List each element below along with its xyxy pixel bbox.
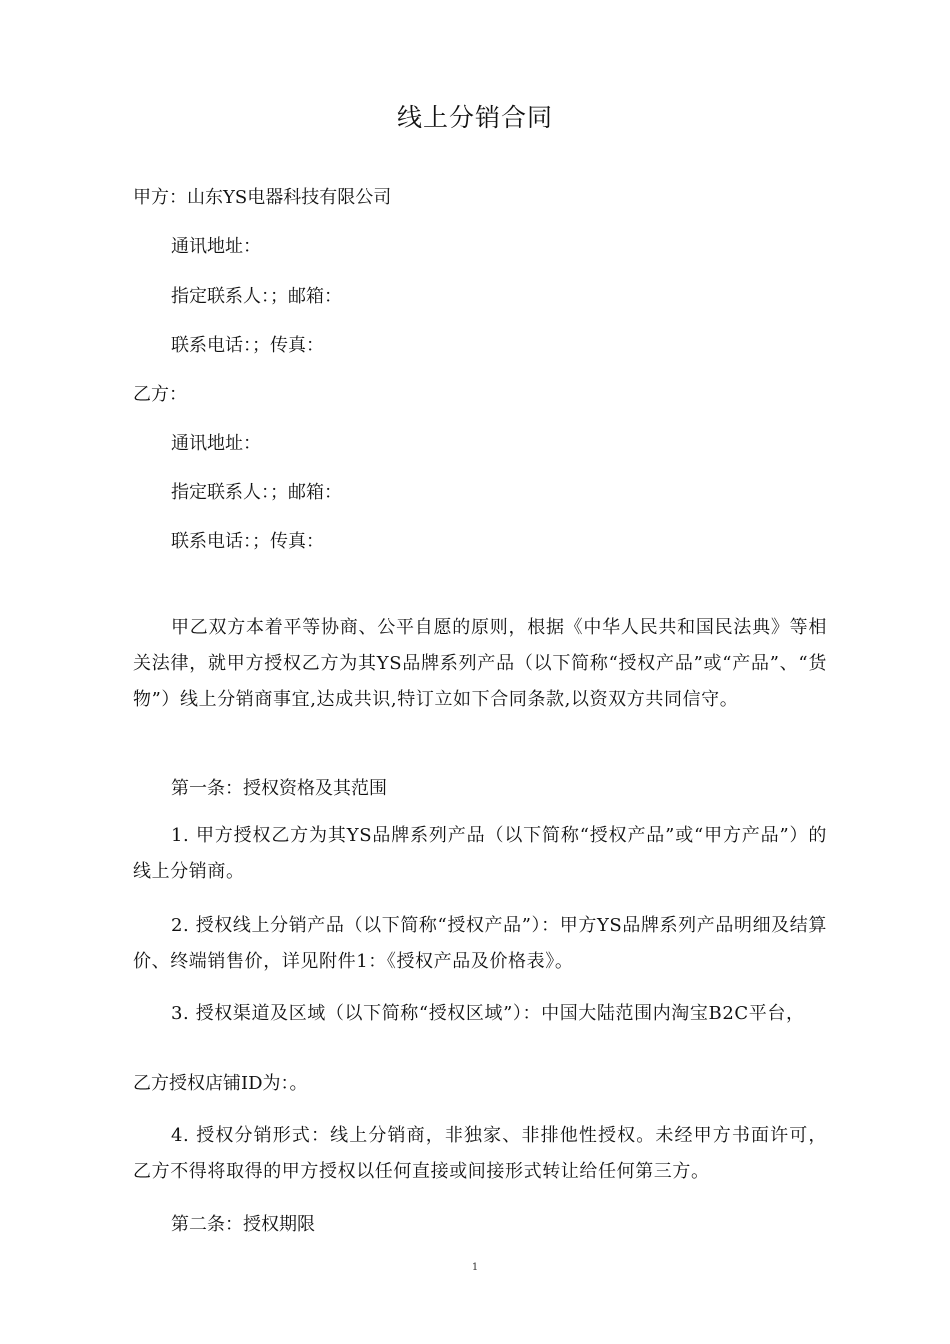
article1-item2: 2. 授权线上分销产品（以下简称“授权产品”）：甲方YS品牌系列产品明细及结算价、终端销售价，详见附件1：《授权产品及价格表》。 <box>133 915 827 972</box>
party-b-contact: 指定联系人：；邮箱： <box>171 482 342 503</box>
preamble-paragraph: 甲乙双方本着平等协商、公平自愿的原则，根据《中华人民共和国民法典》等相关法律，就甲方授权乙方为其YS品牌系列产品（以下简称“授权产品”或“产品”、“货物”）线上分销商事宜,达成共识,特订立如下合同条款,以资双方共同信守。 <box>133 617 827 710</box>
party-a-line: 甲方：山东YS电器科技有限公司 <box>133 187 392 208</box>
article2-heading: 第二条：授权期限 <box>171 1214 315 1235</box>
article1-heading: 第一条：授权资格及其范围 <box>171 778 387 799</box>
article1-item1: 1. 甲方授权乙方为其YS品牌系列产品（以下简称“授权产品”或“甲方产品”）的线上分销商。 <box>133 825 827 882</box>
document-title: 线上分销合同 <box>396 103 553 132</box>
article1-item4: 4. 授权分销形式：线上分销商，非独家、非排他性授权。未经甲方书面许可，乙方不得将取得的甲方授权以任何直接或间接形式转让给任何第三方。 <box>133 1125 827 1182</box>
party-a-contact: 指定联系人：；邮箱： <box>171 286 342 307</box>
party-a-address: 通讯地址： <box>171 236 261 257</box>
article1-item3: 3. 授权渠道及区域（以下简称“授权区域”）：中国大陆范围内淘宝B2C平台， <box>171 1003 805 1024</box>
party-b-line: 乙方： <box>133 384 187 405</box>
article1-item3-store-id: 乙方授权店铺ID为：。 <box>133 1073 308 1094</box>
party-b-phone: 联系电话：；传真： <box>171 531 324 552</box>
party-b-address: 通讯地址： <box>171 433 261 454</box>
page-number: 1 <box>471 1262 479 1273</box>
party-a-phone: 联系电话：；传真： <box>171 335 324 356</box>
